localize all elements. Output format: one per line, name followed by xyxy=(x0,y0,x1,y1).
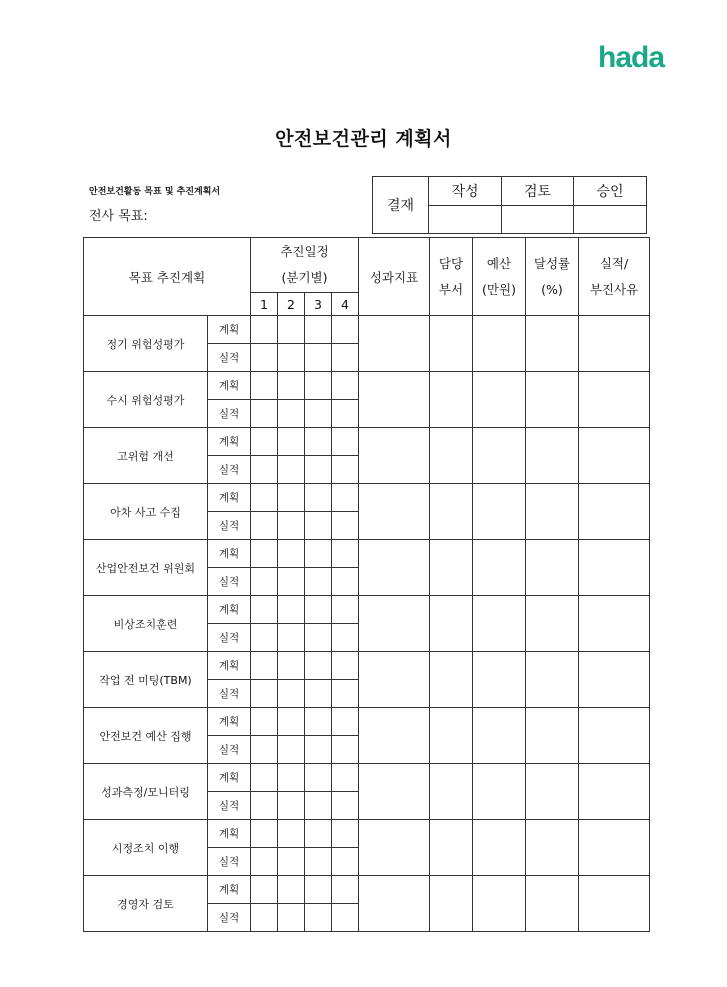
task-name: 아차 사고 수집 xyxy=(84,484,208,540)
quarter-4-cell[interactable] xyxy=(332,456,359,484)
task-rows xyxy=(84,316,650,932)
task-name: 비상조치훈련 xyxy=(84,596,208,652)
quarter-3-cell[interactable] xyxy=(305,400,332,428)
quarter-1-cell[interactable] xyxy=(251,456,278,484)
result-cell[interactable] xyxy=(579,820,650,876)
budget-cell[interactable] xyxy=(473,540,526,596)
achievement-cell[interactable] xyxy=(526,372,579,428)
approval-sign-review[interactable] xyxy=(502,206,574,234)
quarter-3-cell[interactable] xyxy=(305,736,332,764)
quarter-4-cell[interactable] xyxy=(332,820,359,848)
table-row-plan xyxy=(84,876,650,904)
quarter-1-cell[interactable] xyxy=(251,792,278,820)
quarter-1-cell[interactable] xyxy=(251,568,278,596)
quarter-4-cell[interactable] xyxy=(332,764,359,792)
quarter-2-cell[interactable] xyxy=(278,512,305,540)
kpi-cell[interactable] xyxy=(359,708,430,764)
table-row-plan xyxy=(84,708,650,736)
quarter-2-cell[interactable] xyxy=(278,568,305,596)
quarter-3-cell[interactable] xyxy=(305,764,332,792)
quarter-2-cell[interactable] xyxy=(278,876,305,904)
quarter-1-cell[interactable] xyxy=(251,820,278,848)
quarter-3-cell[interactable] xyxy=(305,820,332,848)
quarter-2-cell[interactable] xyxy=(278,316,305,344)
quarter-1-cell[interactable] xyxy=(251,344,278,372)
result-cell[interactable] xyxy=(579,764,650,820)
quarter-2-cell[interactable] xyxy=(278,652,305,680)
approval-col-approve: 승인 xyxy=(574,177,647,206)
budget-cell[interactable] xyxy=(473,428,526,484)
quarter-2-cell[interactable] xyxy=(278,372,305,400)
dept-cell[interactable] xyxy=(430,372,473,428)
plan-label: 계획 xyxy=(208,596,251,624)
quarter-3-cell[interactable] xyxy=(305,792,332,820)
plan-label: 계획 xyxy=(208,708,251,736)
result-cell[interactable] xyxy=(579,316,650,372)
plan-label: 계획 xyxy=(208,428,251,456)
quarter-3-cell[interactable] xyxy=(305,904,332,932)
budget-cell[interactable] xyxy=(473,316,526,372)
quarter-4-cell[interactable] xyxy=(332,372,359,400)
actual-label: 실적 xyxy=(208,848,251,876)
quarter-1-cell[interactable] xyxy=(251,512,278,540)
result-cell[interactable] xyxy=(579,652,650,708)
budget-cell[interactable] xyxy=(473,708,526,764)
table-row-plan xyxy=(84,484,650,512)
plan-label: 계획 xyxy=(208,876,251,904)
task-name: 시정조치 이행 xyxy=(84,820,208,876)
kpi-cell[interactable] xyxy=(359,820,430,876)
dept-cell[interactable] xyxy=(430,876,473,932)
achievement-cell[interactable] xyxy=(526,764,579,820)
quarter-1-cell[interactable] xyxy=(251,876,278,904)
quarter-2-cell[interactable] xyxy=(278,344,305,372)
table-row-plan xyxy=(84,652,650,680)
quarter-3-cell[interactable] xyxy=(305,624,332,652)
quarter-4-cell[interactable] xyxy=(332,316,359,344)
dept-cell[interactable] xyxy=(430,652,473,708)
quarter-3-cell[interactable] xyxy=(305,316,332,344)
plan-label: 계획 xyxy=(208,652,251,680)
header-goal-plan: 목표 추진계획 xyxy=(84,238,251,316)
table-row-plan xyxy=(84,428,650,456)
kpi-cell[interactable] xyxy=(359,428,430,484)
result-cell[interactable] xyxy=(579,428,650,484)
approval-col-review: 검토 xyxy=(502,177,574,206)
header-achievement-line1: 달성률 xyxy=(533,255,571,271)
plan-label: 계획 xyxy=(208,372,251,400)
quarter-2-cell[interactable] xyxy=(278,820,305,848)
quarter-4-cell[interactable] xyxy=(332,736,359,764)
table-row-plan xyxy=(84,372,650,400)
quarter-1-cell[interactable] xyxy=(251,680,278,708)
quarter-4-cell[interactable] xyxy=(332,596,359,624)
task-name: 산업안전보건 위원회 xyxy=(84,540,208,596)
quarter-4-cell[interactable] xyxy=(332,540,359,568)
quarter-4-cell[interactable] xyxy=(332,512,359,540)
actual-label: 실적 xyxy=(208,680,251,708)
result-cell[interactable] xyxy=(579,484,650,540)
quarter-1-cell[interactable] xyxy=(251,764,278,792)
kpi-cell[interactable] xyxy=(359,596,430,652)
table-row-plan xyxy=(84,596,650,624)
approval-sign-approve[interactable] xyxy=(574,206,647,234)
quarter-2-cell[interactable] xyxy=(278,736,305,764)
quarter-1-cell[interactable] xyxy=(251,736,278,764)
quarter-4-cell[interactable] xyxy=(332,568,359,596)
quarter-3-cell[interactable] xyxy=(305,428,332,456)
quarter-3-cell[interactable] xyxy=(305,372,332,400)
quarter-2-cell[interactable] xyxy=(278,792,305,820)
quarter-2-cell[interactable] xyxy=(278,848,305,876)
header-dept-line2: 부서 xyxy=(438,281,464,297)
header-schedule-line2: (분기별) xyxy=(281,270,328,285)
header-achievement xyxy=(526,238,579,316)
budget-cell[interactable] xyxy=(473,484,526,540)
header-quarter-4: 4 xyxy=(332,293,359,316)
quarter-1-cell[interactable] xyxy=(251,316,278,344)
quarter-2-cell[interactable] xyxy=(278,708,305,736)
plan-label: 계획 xyxy=(208,316,251,344)
approval-box xyxy=(372,176,647,234)
quarter-1-cell[interactable] xyxy=(251,624,278,652)
approval-sign-author[interactable] xyxy=(429,206,502,234)
quarter-4-cell[interactable] xyxy=(332,484,359,512)
quarter-4-cell[interactable] xyxy=(332,652,359,680)
task-name: 수시 위험성평가 xyxy=(84,372,208,428)
header-result-line2: 부진사유 xyxy=(589,281,639,297)
actual-label: 실적 xyxy=(208,512,251,540)
achievement-cell[interactable] xyxy=(526,540,579,596)
table-row-plan xyxy=(84,820,650,848)
quarter-3-cell[interactable] xyxy=(305,596,332,624)
header-budget-line2: (만원) xyxy=(482,281,516,297)
budget-cell[interactable] xyxy=(473,372,526,428)
quarter-4-cell[interactable] xyxy=(332,344,359,372)
quarter-4-cell[interactable] xyxy=(332,904,359,932)
approval-label: 결재 xyxy=(373,177,429,234)
hada-logo: hada xyxy=(598,41,665,74)
document-subtitle: 안전보건활동 목표 및 추진계획서 xyxy=(89,187,221,197)
actual-label: 실적 xyxy=(208,568,251,596)
header-result-line1: 실적/ xyxy=(599,255,629,271)
budget-cell[interactable] xyxy=(473,764,526,820)
quarter-2-cell[interactable] xyxy=(278,484,305,512)
actual-label: 실적 xyxy=(208,904,251,932)
quarter-2-cell[interactable] xyxy=(278,400,305,428)
quarter-4-cell[interactable] xyxy=(332,624,359,652)
header-quarter-3: 3 xyxy=(305,293,332,316)
achievement-cell[interactable] xyxy=(526,316,579,372)
achievement-cell[interactable] xyxy=(526,428,579,484)
kpi-cell[interactable] xyxy=(359,652,430,708)
actual-label: 실적 xyxy=(208,344,251,372)
quarter-1-cell[interactable] xyxy=(251,372,278,400)
header-budget-line1: 예산 xyxy=(486,255,512,271)
task-name: 고위험 개선 xyxy=(84,428,208,484)
quarter-1-cell[interactable] xyxy=(251,652,278,680)
result-cell[interactable] xyxy=(579,596,650,652)
result-cell[interactable] xyxy=(579,372,650,428)
task-name: 안전보건 예산 집행 xyxy=(84,708,208,764)
result-cell[interactable] xyxy=(579,540,650,596)
header-quarter-1: 1 xyxy=(251,293,278,316)
kpi-cell[interactable] xyxy=(359,876,430,932)
result-cell[interactable] xyxy=(579,876,650,932)
quarter-2-cell[interactable] xyxy=(278,680,305,708)
dept-cell[interactable] xyxy=(430,316,473,372)
table-row-plan xyxy=(84,316,650,344)
dept-cell[interactable] xyxy=(430,820,473,876)
result-cell[interactable] xyxy=(579,708,650,764)
plan-label: 계획 xyxy=(208,540,251,568)
quarter-3-cell[interactable] xyxy=(305,876,332,904)
quarter-1-cell[interactable] xyxy=(251,708,278,736)
actual-label: 실적 xyxy=(208,792,251,820)
dept-cell[interactable] xyxy=(430,764,473,820)
quarter-2-cell[interactable] xyxy=(278,764,305,792)
plan-label: 계획 xyxy=(208,764,251,792)
quarter-3-cell[interactable] xyxy=(305,848,332,876)
actual-label: 실적 xyxy=(208,624,251,652)
quarter-4-cell[interactable] xyxy=(332,428,359,456)
quarter-1-cell[interactable] xyxy=(251,540,278,568)
quarter-3-cell[interactable] xyxy=(305,512,332,540)
kpi-cell[interactable] xyxy=(359,372,430,428)
task-name: 작업 전 미팅(TBM) xyxy=(84,652,208,708)
quarter-1-cell[interactable] xyxy=(251,484,278,512)
kpi-cell[interactable] xyxy=(359,764,430,820)
task-name: 경영자 검토 xyxy=(84,876,208,932)
budget-cell[interactable] xyxy=(473,876,526,932)
header-schedule xyxy=(251,238,359,293)
quarter-2-cell[interactable] xyxy=(278,456,305,484)
dept-cell[interactable] xyxy=(430,484,473,540)
dept-cell[interactable] xyxy=(430,540,473,596)
company-goal-label: 전사 목표: xyxy=(89,209,148,224)
quarter-2-cell[interactable] xyxy=(278,904,305,932)
quarter-2-cell[interactable] xyxy=(278,540,305,568)
budget-cell[interactable] xyxy=(473,652,526,708)
achievement-cell[interactable] xyxy=(526,820,579,876)
achievement-cell[interactable] xyxy=(526,484,579,540)
quarter-4-cell[interactable] xyxy=(332,400,359,428)
quarter-3-cell[interactable] xyxy=(305,652,332,680)
quarter-1-cell[interactable] xyxy=(251,400,278,428)
table-row-plan xyxy=(84,764,650,792)
quarter-2-cell[interactable] xyxy=(278,624,305,652)
quarter-1-cell[interactable] xyxy=(251,848,278,876)
plan-label: 계획 xyxy=(208,484,251,512)
header-budget xyxy=(473,238,526,316)
plan-label: 계획 xyxy=(208,820,251,848)
task-name: 정기 위험성평가 xyxy=(84,316,208,372)
quarter-3-cell[interactable] xyxy=(305,344,332,372)
quarter-4-cell[interactable] xyxy=(332,876,359,904)
quarter-3-cell[interactable] xyxy=(305,540,332,568)
table-row-plan xyxy=(84,540,650,568)
header-quarter-2: 2 xyxy=(278,293,305,316)
plan-table xyxy=(83,237,650,932)
achievement-cell[interactable] xyxy=(526,596,579,652)
quarter-2-cell[interactable] xyxy=(278,596,305,624)
header-schedule-line1: 추진일정 xyxy=(280,244,329,259)
dept-cell[interactable] xyxy=(430,596,473,652)
quarter-4-cell[interactable] xyxy=(332,708,359,736)
header-dept xyxy=(430,238,473,316)
achievement-cell[interactable] xyxy=(526,708,579,764)
header-result xyxy=(579,238,650,316)
quarter-3-cell[interactable] xyxy=(305,456,332,484)
quarter-2-cell[interactable] xyxy=(278,428,305,456)
achievement-cell[interactable] xyxy=(526,652,579,708)
quarter-3-cell[interactable] xyxy=(305,708,332,736)
quarter-3-cell[interactable] xyxy=(305,568,332,596)
kpi-cell[interactable] xyxy=(359,484,430,540)
budget-cell[interactable] xyxy=(473,820,526,876)
quarter-3-cell[interactable] xyxy=(305,680,332,708)
document-title: 안전보건관리 계획서 xyxy=(275,128,452,150)
quarter-1-cell[interactable] xyxy=(251,904,278,932)
quarter-1-cell[interactable] xyxy=(251,428,278,456)
quarter-3-cell[interactable] xyxy=(305,484,332,512)
header-achievement-line2: (%) xyxy=(541,281,563,297)
quarter-4-cell[interactable] xyxy=(332,848,359,876)
actual-label: 실적 xyxy=(208,456,251,484)
kpi-cell[interactable] xyxy=(359,540,430,596)
header-kpi: 성과지표 xyxy=(359,238,430,316)
task-name: 성과측정/모니터링 xyxy=(84,764,208,820)
approval-col-author: 작성 xyxy=(429,177,502,206)
achievement-cell[interactable] xyxy=(526,876,579,932)
header-dept-line1: 담당 xyxy=(438,255,464,271)
kpi-cell[interactable] xyxy=(359,316,430,372)
quarter-1-cell[interactable] xyxy=(251,596,278,624)
dept-cell[interactable] xyxy=(430,428,473,484)
actual-label: 실적 xyxy=(208,736,251,764)
quarter-4-cell[interactable] xyxy=(332,792,359,820)
budget-cell[interactable] xyxy=(473,596,526,652)
actual-label: 실적 xyxy=(208,400,251,428)
quarter-4-cell[interactable] xyxy=(332,680,359,708)
dept-cell[interactable] xyxy=(430,708,473,764)
